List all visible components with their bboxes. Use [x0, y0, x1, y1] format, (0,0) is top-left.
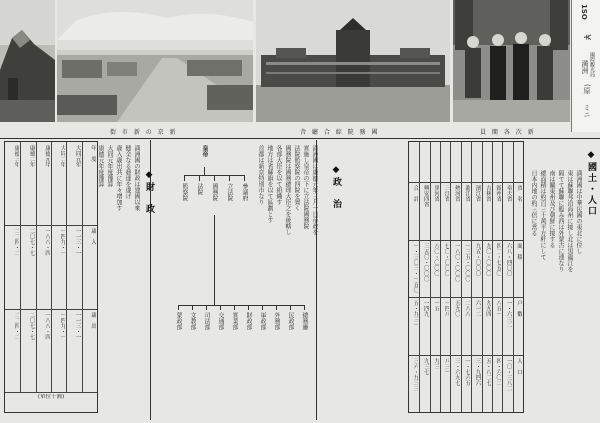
table-note: (單位千圓) [37, 394, 65, 400]
org-ministry: 文教部 [189, 312, 196, 330]
table-cell: 九三 [433, 357, 440, 369]
org-line [304, 305, 305, 310]
org-line [178, 305, 304, 306]
politics_text-line: 首都は新京特別市なり [257, 145, 264, 205]
geo_text-line: 東は蘇聯邦沿海州に接し北は黒龍江を [566, 170, 573, 272]
stamp-line-c: (原 [583, 84, 591, 94]
table-cell: 龍江省 [464, 185, 471, 202]
org-line [214, 215, 215, 305]
org-ministry: 財政部 [245, 312, 252, 330]
org-branch: 參議府 [241, 183, 248, 201]
org-ministry: 總務廳 [301, 312, 308, 330]
finance_text-line: 大同元年度豫算 [106, 145, 113, 187]
table-rule [36, 142, 37, 392]
table-cell: 一四八 [443, 300, 450, 317]
table-rule [409, 182, 523, 183]
org-ministry: 軍政部 [259, 312, 266, 330]
table-rule [502, 142, 503, 412]
table-rule [409, 355, 523, 356]
table-cell: 四二・七五〇 [495, 242, 502, 276]
table-rule [492, 142, 493, 412]
table-cell: 八五一 [495, 300, 502, 317]
table-cell: 三江省 [443, 185, 450, 202]
table-rule [450, 142, 451, 412]
table-cell: 康徳三年 [13, 145, 20, 167]
table-header-cell: 歳 出 [89, 311, 96, 329]
org-ministry: 蒙政部 [175, 312, 182, 330]
table-cell: 六八・四〇〇 [505, 242, 512, 276]
org-line [192, 305, 193, 310]
table-cell: 九五・〇〇〇 [474, 242, 481, 276]
table-cell: 二〇七・七 [28, 228, 35, 256]
org-line [206, 305, 207, 310]
table-rule [440, 142, 441, 412]
table-cell: 三六・九三三 [412, 357, 419, 391]
section-politics-title: ◆政 治 [331, 165, 341, 210]
table-cell: 四・六〇二 [495, 357, 502, 385]
org-ministry: 民政部 [287, 312, 294, 330]
org-branch: 國務院 [211, 183, 218, 201]
table-cell: 一〇・三八二 [505, 357, 512, 391]
top-rule [0, 138, 600, 139]
table-cell: 一五 [433, 300, 440, 311]
table-rule [20, 142, 21, 392]
table-cell: 八三一 [443, 357, 450, 374]
stamp-line-a: 國際觀光局 [589, 52, 595, 77]
stamp-label [571, 0, 600, 132]
finance_text-line: 康徳元年度豫算 [97, 145, 104, 187]
politics_text-line: 實施し皇帝の下に立法院國務院 [302, 145, 309, 229]
table-rule [66, 142, 67, 392]
table-rule [482, 142, 483, 412]
table-cell: 一八〇・〇〇〇 [453, 242, 460, 281]
table-cell: 五・九三一 [412, 300, 419, 328]
table-cell: 康徳二年 [28, 145, 35, 167]
table-cell: 九九四 [484, 300, 491, 317]
org-line [229, 175, 230, 181]
table-header-cell: 年 度 [89, 145, 96, 162]
org-ministry: 交通部 [217, 312, 224, 330]
table-rule [82, 142, 83, 392]
table-rule [419, 142, 420, 412]
org-line [184, 175, 185, 181]
org-ministry: 外務部 [273, 312, 280, 330]
org-root: 皇帝 [201, 145, 208, 157]
photo-government-building [256, 0, 450, 122]
table-rule [409, 297, 523, 298]
stamp-line-d: ミニ [583, 104, 591, 118]
table-header-cell: 歳 入 [89, 228, 96, 245]
table-cell: 一・三〇三・一五〇 [412, 242, 419, 292]
table-cell: 康徳元年 [43, 145, 50, 167]
table-cell: 九〇・〇〇〇 [484, 242, 491, 276]
org-line [214, 175, 215, 181]
org-line [178, 305, 179, 310]
photo-city-street [57, 0, 253, 122]
org-line [262, 305, 263, 310]
table-cell: 五・八二七 [484, 357, 491, 385]
politics_text-line: 法院監察院の四院を置く [293, 145, 300, 211]
table-cell: 二〇七・七 [28, 311, 35, 340]
org-branch: 法院 [196, 183, 203, 195]
table-header-cell: 戸 數 [515, 300, 522, 317]
table-cell: 一四九 [422, 300, 429, 317]
table-cell: 合 計 [412, 185, 419, 202]
table-rule [51, 142, 52, 392]
caption-building: 舎 廳 合 綜 院 務 國 [300, 129, 380, 136]
finance_text-line: 歳入歳出共に年々增加す [115, 145, 122, 211]
table-cell: 三・九四六 [474, 357, 481, 385]
org-line [290, 305, 291, 310]
table-cell: 一八八・四 [43, 228, 50, 256]
politics_text-line: 地方は省縣旗を以て區劃とす [266, 145, 273, 223]
table-cell: 五九〇 [453, 300, 460, 317]
table-cell: 一三五・〇〇〇 [464, 242, 471, 281]
caption-officials: 員 閣 各 次 新 [480, 129, 536, 136]
table-rule [5, 392, 97, 393]
section-geo-title: ◆國土・人口 [586, 150, 596, 217]
table-cell: 八〇・〇〇〇 [433, 242, 440, 276]
stamp-yen: ¥ [581, 34, 592, 41]
stamp-line-b: 満洲 [581, 60, 589, 74]
table-cell: 熱河省 [453, 185, 460, 202]
table-cell: 一八八・四 [43, 311, 50, 340]
table-rule [513, 142, 514, 412]
org-branch: 立法院 [226, 183, 233, 201]
politics_text-line: 各部大臣を以て組織す [275, 145, 282, 205]
table-cell: 一四九・一 [59, 228, 66, 256]
table-cell: 九三七 [422, 357, 429, 374]
table-cell: 一一三・一 [74, 228, 81, 256]
photo-mountain [0, 0, 55, 122]
org-line [220, 305, 221, 310]
population-table [408, 141, 524, 413]
geo_text-line: 日本内地の約三倍に當る [530, 170, 537, 236]
geo_text-line: 南は關東州及び朝鮮に接する [548, 170, 555, 248]
table-cell: 二二四・二 [13, 311, 20, 340]
table-cell: 興安四省 [422, 185, 429, 207]
table-cell: 大同元年 [74, 145, 81, 167]
table-cell: 二八八 [464, 300, 471, 317]
table-header-cell: 面 積 [515, 242, 522, 259]
table-cell: 三五〇・〇〇〇 [422, 242, 429, 281]
org-line [199, 175, 200, 181]
table-header-cell: 省 名 [515, 185, 522, 202]
table-rule [471, 142, 472, 412]
finance_text-line: 満洲國の財政は建國以來 [133, 145, 140, 211]
table-header-cell: 人 口 [515, 357, 522, 374]
table-cell: 一一三・一 [74, 311, 81, 340]
table-cell: 錦州省 [495, 185, 502, 202]
table-cell: 三・六九七 [453, 357, 460, 385]
table-cell: 一四九・一 [59, 311, 66, 340]
table-rule [430, 142, 431, 412]
table-cell: 大同二年 [59, 145, 66, 167]
geo_text-line: 總面積は約百三十萬平方粁にして [539, 170, 546, 260]
org-branch: 監察院 [181, 183, 188, 201]
table-cell: 黒河省 [433, 185, 440, 202]
stamp-top: 1SO [580, 4, 588, 20]
org-line [248, 305, 249, 310]
table-rule [409, 240, 523, 241]
caption-city: 街 市 新 の 京 新 [110, 129, 178, 136]
geo_text-line: 満洲國は中華民國の東北に位し [575, 170, 582, 254]
org-ministry: 實業部 [231, 312, 238, 330]
politics_text-line: 國務院は國務總理大臣之を統轄し [284, 145, 291, 235]
politics_text-line: 満洲國は康徳元年三月一日帝政を [311, 145, 318, 235]
section-finance-title: ◆財 政 [144, 170, 154, 215]
org-line [276, 305, 277, 310]
table-cell: 六一二 [474, 300, 481, 317]
table-rule [461, 142, 462, 412]
org-line [204, 167, 205, 175]
table-cell: 七〇・〇〇〇 [443, 242, 450, 276]
org-ministry: 司法部 [203, 312, 210, 330]
org-line [234, 305, 235, 310]
table-cell: 奉天省 [505, 185, 512, 202]
finance_text-line: 健全なる發達を遂げ [124, 145, 131, 199]
org-line [244, 175, 245, 181]
table-cell: 吉林省 [484, 185, 491, 202]
budget-table [4, 141, 98, 413]
table-cell: 一・六三二 [505, 300, 512, 328]
geo_text-line: 隔てて蘇聯に臨み西は外蒙古に連なり [557, 170, 564, 272]
table-cell: 一・七六五 [464, 357, 471, 385]
photo-officials-portrait [453, 0, 570, 122]
table-cell: 濱江省 [474, 185, 481, 202]
table-cell: 二二四・二 [13, 228, 20, 256]
